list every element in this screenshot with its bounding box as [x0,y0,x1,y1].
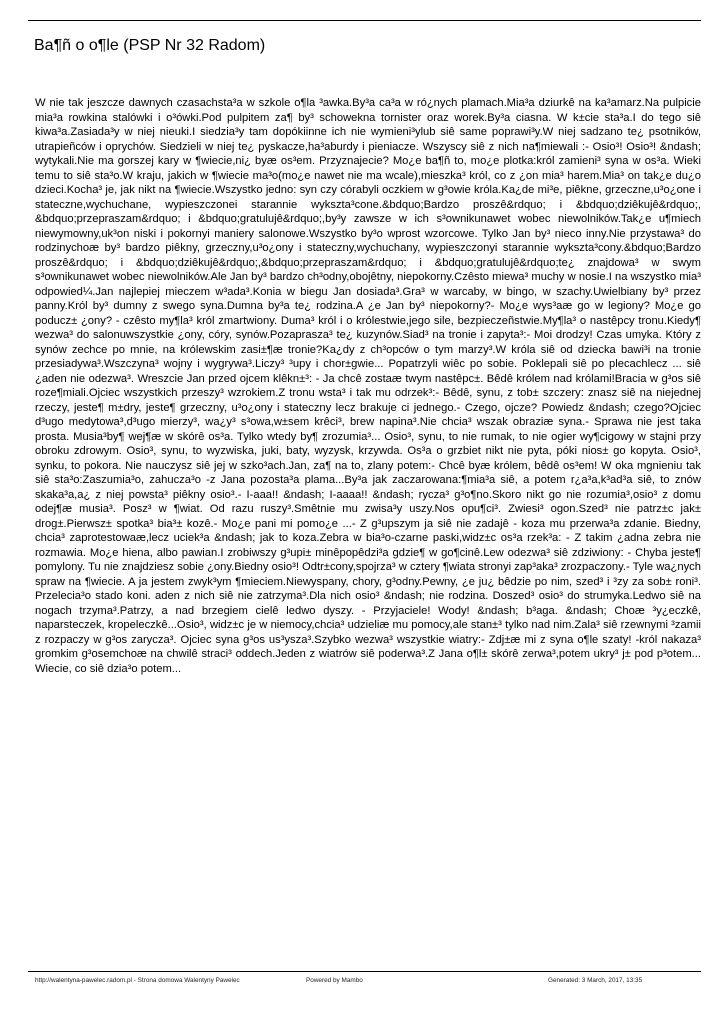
page-title: Ba¶ñ o o¶le (PSP Nr 32 Radom) [34,37,266,54]
footer-site-link[interactable]: http://walentyna-pawelec.radom.pl - Strona domowa Walentyny Pawelec [35,977,240,984]
footer-powered-by: Powered by Mambo [306,977,363,984]
header-rule [28,20,701,21]
article-body: W nie tak jeszcze dawnych czasachsta³a w szkole o¶la ³awka.By³a ca³a w ró¿nych plamach.Mia³a dziurkê na ka³amarz.Na pulpicie mia³a rowkina stalówki i o³ówki.Pod pulpitem za¶ by³ schowekna tornister oraz worek.By³a ciasna. W k±cie sta³a.I do tego siê kiwa³a.Zasiada³y w niej nieuki.I siedzia³y tam dopókiinne ich nie wymieni³ylub siê same poprawi³y.W niej sadzano te¿ psotników, utrapieñców i oprychów. Siedzieli w niej te¿ pyskacze,ha³aburdy i pieniacze. Wszyscy siê z nich na¶miewali :- Osio³! Osio³! &ndash; wytykali.Nie ma gorszej kary w ¶wiecie,ni¿ byæ os³em. Przyznajecie? Mo¿e ba¶ñ to, mo¿e plotka:król zamieni³ syna w os³a. Wieki temu to siê sta³o.W kraju, jakich w ¶wiecie ma³o(mo¿e nawet nie ma wcale),mieszka³ król, co z ¿on mia³ harem.Mia³ on tak¿e du¿o dzieci.Kocha³ je, jak nikt na ¶wiecie.Wszystko jedno: syn czy córabyli oczkiem w g³owie króla.Ka¿de mi³e, piêkne, grzeczne,u³o¿one i stateczne,wychuchane, wypieszczonei starannie wykszta³cone.&bdquo;Bardzo proszê&rdquo; i &bdquo;dziêkujê&rdquo;, &bdquo;przepraszam&rdquo; i &bdquo;gratulujê&rdquo;,by³y zawsze w ich s³ownikunawet wobec niewolników.Tak¿e u¶miech niewymowny,uk³on niski i pokornyi maniery salonowe.Wszystko by³o wprost wzorcowe. Tylko Jan by³ nieco inny.Nie przystawa³ do rodzinychoæ by³ bardzo piêkny, grzeczny,u³o¿ony i stateczny,wychuchany, wypieszczonyi starannie wykszta³cony.&bdquo;Bardzo proszê&rdquo; i &bdquo;dziêkujê&rdquo;,&bdquo;przepraszam&rdquo; i &bdquo;gratulujê&rdquo;te¿ znajdowa³ w swym s³ownikunawet wobec niewolników.Ale Jan by³ bardzo ch³odny,obojêtny, niepokorny.Czêsto miewa³ muchy w nosie.I na wszystko mia³ odpowied¼.Jan najlepiej mieczem w³ada³.Konia w biegu Jan dosiada³.Gra³ w warcaby, w bingo, w szachy.Uwielbiany by³ przez panny.Król by³ dumny z swego syna.Dumna by³a te¿ rodzina.A ¿e Jan by³ niepokorny?- Mo¿e wys³aæ go w legiony? Mo¿e go poducz± ¿ony? - czêsto my¶la³ król zmartwiony. Duma³ król i o królestwie,jego sile, bezpieczeñstwie.My¶la³ o nastêpcy tronu.Kiedy¶ wezwa³ do salonuwszystkie ¿ony, córy, synów.Pozaprasza³ te¿ kuzynów.Siad³ na tronie i zapyta³:- Moi drodzy! Czas umyka. Który z synów zechce po mnie, na królewskim zasi±¶æ tronie?Ka¿dy z ch³opców o tym marzy³.W króla siê od dziecka bawi³i na tronie przesiadywa³.Wszczyna³ wojny i wygrywa³.Liczy³ ³upy i chor±gwie... Popatrzyli wiêc po sobie. Poklepali siê po plecachlecz ... siê ¿aden nie odezwa³. Wreszcie Jan przed ojcem klêkn±³: - Ja chcê zostaæ twym nastêpc±. Bêdê królem nad królami!Bracia w g³os siê roze¶miali.Ojciec wszystkich przeszy³ wzrokiem.Z tronu wsta³ i tak mu odrzek³:- Bêdê, synu, z tob± szczery: znasz siê na niejednej rzeczy, jeste¶ m±dry, jeste¶ grzeczny, u³o¿ony i stateczny lecz brakuje ci jednego.- Czego, ojcze? Powiedz &ndash; czego?Ojciec d³ugo medytowa³,d³ugo mierzy³, wa¿y³ s³owa,w±sem krêci³, brew napina³.Nie chcia³ wszak obraziæ syna.- Sprawa nie jest taka prosta. Musia³by¶ wej¶æ w skórê os³a. Tylko wtedy by¶ zrozumia³... Osio³, synu, to nie rumak, to nie ogier wy¶cigowy w stajni przy obroku zdrowym. Osio³, synu, to wyzwiska, juki, baty, wyzysk, krzywda. Os³a o grzbiet nikt nie pyta, póki nios± go kopyta. Osio³, synku, to pokora. Nie nauczysz siê jej w szko³ach.Jan, za¶ na to, zlany potem:- Chcê byæ królem, bêdê os³em! W oka mgnieniu tak siê sta³o:Zaszumia³o, zahucza³o -z Jana pozosta³a plama...By³a jak zaczarowana:¶mia³a siê, a potem r¿a³a,k³ad³a siê, to znów skaka³a,a¿ z niej powsta³ piêkny osio³.- I-aaa!! &ndash; I-aaaa!! &ndash; rycza³ g³o¶no.Skoro nikt go nie rozumia³,osio³ z domu odej¶æ musia³. Posz³ w ¶wiat. Od razu ruszy³.Smêtnie mu zwisa³y uszy.Nos opu¶ci³. Zwiesi³ ogon.Szed³ nie patrz±c jak± drog±.Pierwsz± spotka³ bia³± kozê.- Mo¿e pani mi pomo¿e ...- Z g³upszym ja siê nie zadajê - koza mu przerwa³a zdanie. Biedny, chcia³ zaprotestowaæ,lecz uciek³a &ndash; jak to koza.Zebra w bia³o-czarne paski,widz±c os³a rzek³a: - Z takim ¿adna zebra nie rozmawia. Mo¿e hiena, albo pawian.I zrobiwszy g³upi± minêpopêdzi³a gdzie¶ w go¶cinê.Lew odezwa³ siê zdziwiony: - Chyba jeste¶ pomylony. Tu nie znajdziesz sobie ¿ony.Biedny osio³! Odtr±cony,spojrza³ w cztery ¶wiata stronyi zap³aka³ zrozpaczony.- Tyle wa¿nych spraw na ¶wiecie. A ja jestem zwyk³ym ¶mieciem.Niewyspany, chory, g³odny.Pewny, ¿e ju¿ bêdzie po nim, szed³ i ³zy za sob± roni³. Przelecia³o stado koni. aden z nich siê nie zatrzyma³.Dla nich osio³ &ndash; nie rodzina. Doszed³ osio³ do strumyka.Ledwo siê na nogach trzyma³.Patrzy, a nad brzegiem cielê ledwo dyszy. - Przyjaciele! Wody! &ndash; b³aga. &ndash; Choæ ³y¿eczkê, naparsteczek, kropeleczkê...Osio³, widz±c je w niemocy,chcia³ udzieliæ mu pomocy,ale stan±³ tylko nad nim.Zala³ siê rzewnymi ³zamii z rozpaczy w g³os zarycza³. Ojciec syna g³os us³ysza³.Szybko wezwa³ wszystkie wiatry:- Zdj±æ mi z syna o¶le szaty! -król nakaza³ gromkim g³osemchoæ na chwilê straci³ oddech.Jeden z wiatrów siê poderwa³.Z Jana o¶l± skórê zerwa³,potem ukry³ j± pod p³otem... Wiecie, co siê dzia³o potem... [35,97,701,675]
footer-generated-date: Generated: 3 March, 2017, 13:35 [548,977,643,984]
footer-rule [28,971,701,972]
